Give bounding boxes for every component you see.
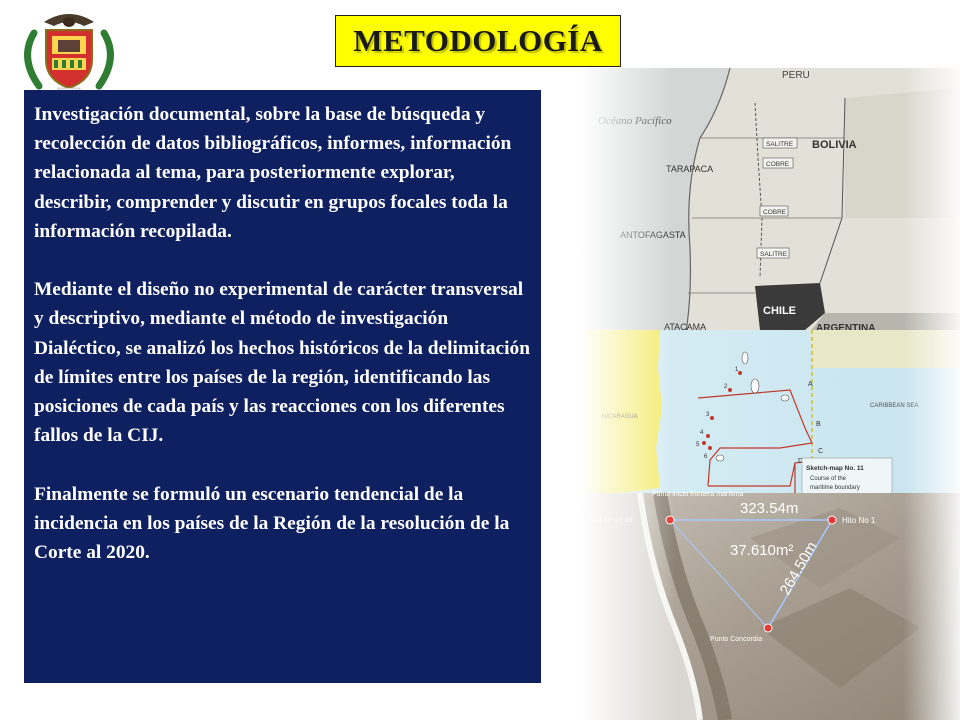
text-panel bbox=[24, 90, 541, 683]
coat-of-arms-logo bbox=[14, 8, 124, 98]
title-box bbox=[335, 15, 621, 67]
paragraph-3: Finalmente se formuló un escenario tendencial de la incidencia en los países de la Región de la resolución de la Corte al 2020. bbox=[34, 483, 510, 564]
paragraph-1: Investigación documental, sobre la base de búsqueda y recolección de datos bibliográficos, informes, información relacionada al tema, para posteriormente explorar, describir, comprender y discutir en grupos focales toda la información recopilada. bbox=[34, 104, 512, 242]
paragraph-2: Mediante el diseño no experimental de carácter transversal y descriptivo, mediante el método de investigación Dialéctico, se analizó los hechos históricos de la delimitación de límites entre los países de la región, identificando las posiciones de cada país y las reacciones con los diferentes fallos de la CIJ. bbox=[34, 279, 531, 447]
slide-title: METODOLOGÍA bbox=[353, 23, 603, 58]
map-collage bbox=[580, 68, 960, 720]
